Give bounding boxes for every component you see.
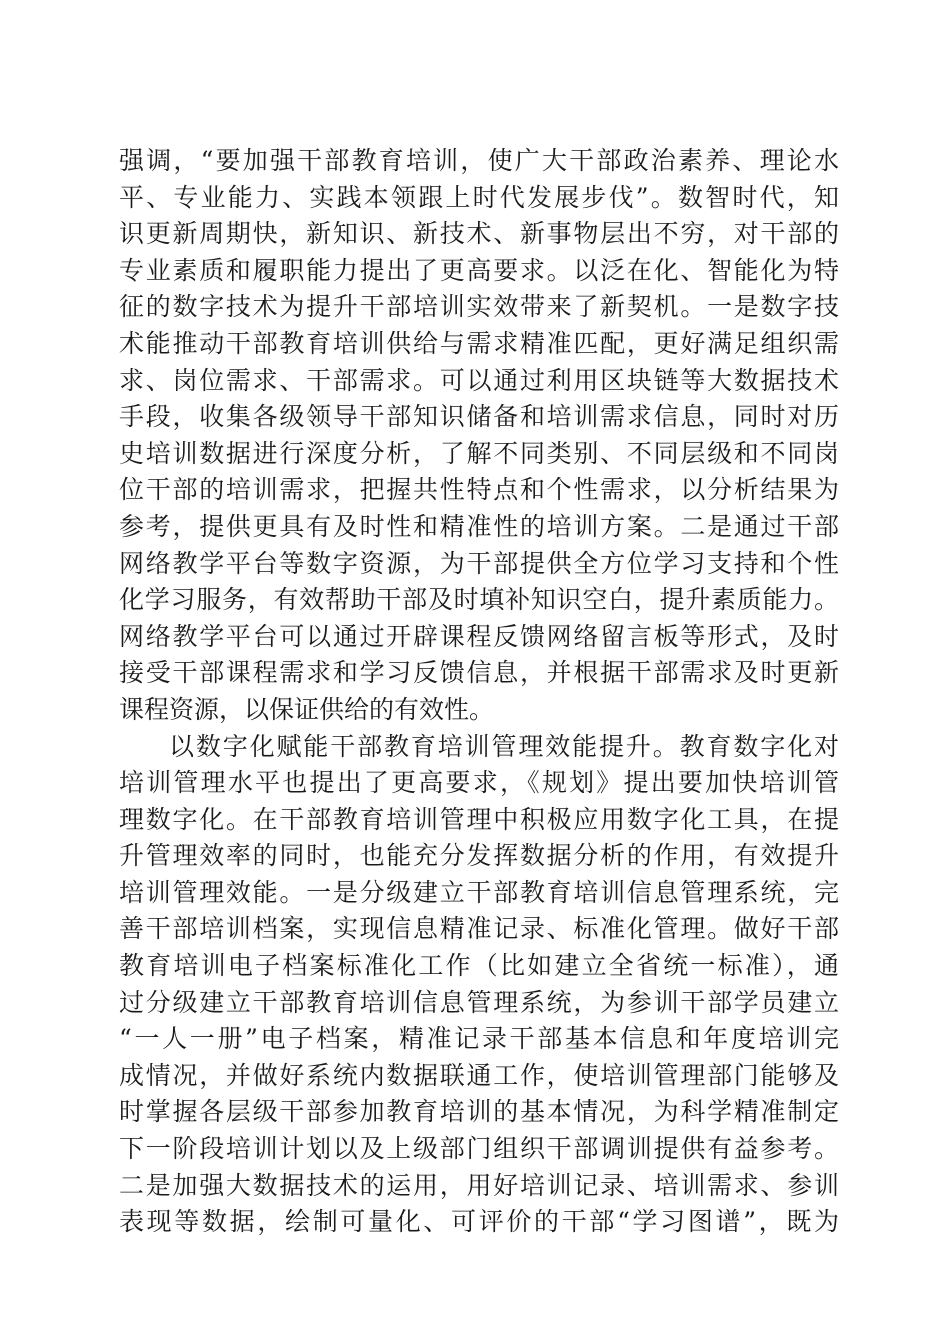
- text-line: 教育培训电子档案标准化工作（比如建立全省统一标准），通: [119, 951, 839, 981]
- text-line: 接受干部课程需求和学习反馈信息，并根据干部需求及时更新: [119, 658, 839, 688]
- paragraph-2: [119, 729, 839, 1241]
- text-line: 强调，“要加强干部教育培训，使广大干部政治素养、理论水: [119, 146, 839, 175]
- text-line: 术能推动干部教育培训供给与需求精准匹配，更好满足组织需: [119, 328, 839, 358]
- text-line: 位干部的培训需求，把握共性特点和个性需求，以分析结果为: [119, 475, 839, 505]
- text-line: 手段，收集各级领导干部知识储备和培训需求信息，同时对历: [119, 402, 839, 432]
- text-line: 参考，提供更具有及时性和精准性的培训方案。二是通过干部: [119, 511, 839, 541]
- text-line: 升管理效率的同时，也能充分发挥数据分析的作用，有效提升: [119, 841, 839, 871]
- text-line: 识更新周期快，新知识、新技术、新事物层出不穷，对干部的: [119, 219, 839, 249]
- text-line: 课程资源，以保证供给的有效性。: [119, 694, 495, 724]
- text-line: 网络教学平台可以通过开辟课程反馈网络留言板等形式，及时: [119, 621, 839, 651]
- text-line: 征的数字技术为提升干部培训实效带来了新契机。一是数字技: [119, 292, 839, 322]
- text-line: 成情况，并做好系统内数据联通工作，使培训管理部门能够及: [119, 1060, 839, 1090]
- text-line: 时掌握各层级干部参加教育培训的基本情况，为科学精准制定: [119, 1097, 839, 1127]
- text-line: 史培训数据进行深度分析，了解不同类别、不同层级和不同岗: [119, 438, 839, 468]
- text-line: 表现等数据，绘制可量化、可评价的干部“学习图谱”，既为: [119, 1207, 839, 1237]
- text-line: 过分级建立干部教育培训信息管理系统，为参训干部学员建立: [119, 987, 839, 1017]
- text-line: 培训管理水平也提出了更高要求，《规划》提出要加快培训管: [119, 768, 839, 798]
- text-line: 以数字化赋能干部教育培训管理效能提升。教育数字化对: [169, 731, 839, 761]
- text-line: 网络教学平台等数字资源，为干部提供全方位学习支持和个性: [119, 548, 839, 578]
- text-line: 理数字化。在干部教育培训管理中积极应用数字化工具，在提: [119, 804, 839, 834]
- paragraph-1: [119, 143, 839, 729]
- text-line: 善干部培训档案，实现信息精准记录、标准化管理。做好干部: [119, 914, 839, 944]
- text-line: 化学习服务，有效帮助干部及时填补知识空白，提升素质能力。: [119, 585, 839, 615]
- text-line: 求、岗位需求、干部需求。可以通过利用区块链等大数据技术: [119, 365, 839, 395]
- text-line: 平、专业能力、实践本领跟上时代发展步伐”。数智时代，知: [119, 182, 839, 212]
- text-line: 二是加强大数据技术的运用，用好培训记录、培训需求、参训: [119, 1170, 839, 1200]
- text-line: “一人一册”电子档案，精准记录干部基本信息和年度培训完: [119, 1024, 839, 1054]
- text-line: 培训管理效能。一是分级建立干部教育培训信息管理系统，完: [119, 877, 839, 907]
- text-line: 下一阶段培训计划以及上级部门组织干部调训提供有益参考。: [119, 1134, 839, 1164]
- text-line: 专业素质和履职能力提出了更高要求。以泛在化、智能化为特: [119, 255, 839, 285]
- document-body: [119, 143, 839, 1241]
